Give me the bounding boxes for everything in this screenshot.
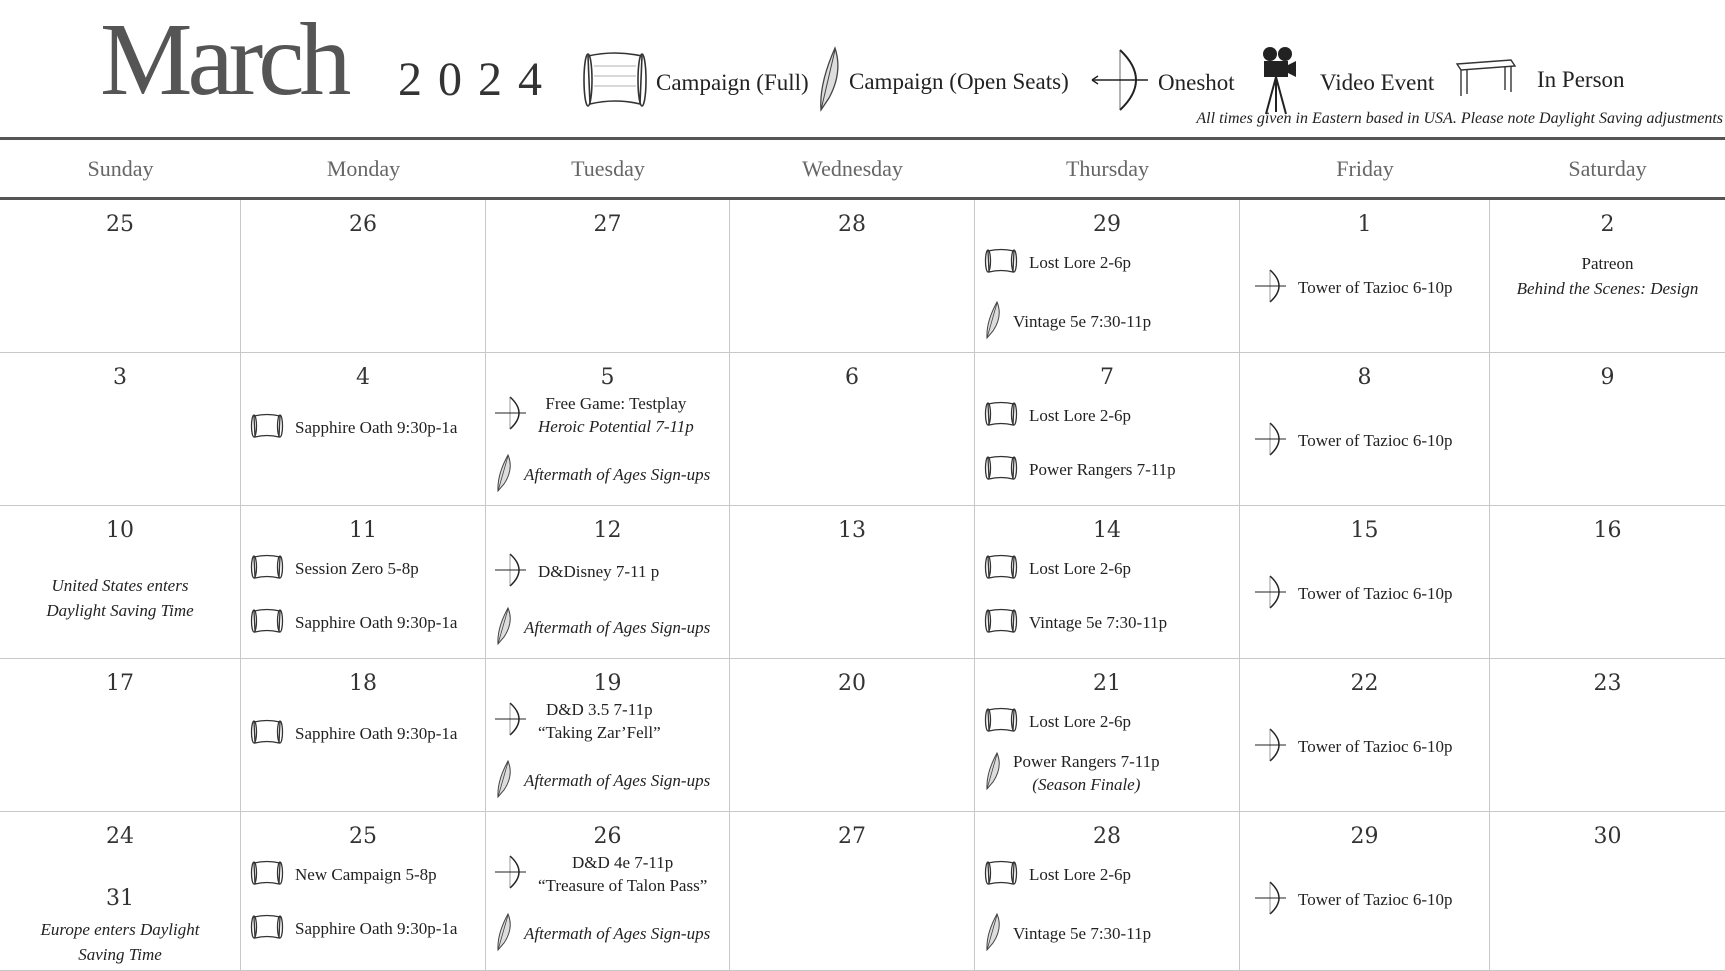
feather-icon bbox=[494, 453, 514, 498]
day-cell[interactable] bbox=[975, 812, 1240, 971]
legend-label: Oneshot bbox=[1158, 70, 1235, 95]
legend-campaign-full bbox=[580, 46, 809, 120]
event-text bbox=[1298, 277, 1453, 300]
day-number: 23 bbox=[1593, 671, 1622, 696]
calendar-event[interactable] bbox=[983, 606, 1235, 641]
day-number: 28 bbox=[838, 212, 866, 237]
scroll-icon bbox=[983, 606, 1019, 641]
day-cell[interactable] bbox=[975, 506, 1240, 659]
day-number: 7 bbox=[1100, 365, 1114, 390]
scroll-icon bbox=[983, 453, 1019, 488]
event-line: Lost Lore 2-6p bbox=[1029, 712, 1131, 732]
day-cell[interactable] bbox=[975, 353, 1240, 506]
legend-label: In Person bbox=[1537, 67, 1625, 92]
day-number: 27 bbox=[838, 824, 866, 849]
calendar-event[interactable] bbox=[983, 751, 1235, 797]
event-text bbox=[1029, 252, 1131, 275]
calendar-event[interactable] bbox=[249, 858, 481, 893]
event-text bbox=[295, 612, 457, 635]
day-number: 10 bbox=[106, 518, 134, 543]
event-text bbox=[1298, 736, 1453, 759]
day-cell[interactable] bbox=[0, 353, 241, 506]
day-note bbox=[0, 918, 240, 967]
calendar-event[interactable] bbox=[494, 699, 725, 745]
day-number: 25 bbox=[106, 212, 134, 237]
calendar-event[interactable] bbox=[249, 717, 481, 752]
calendar-event[interactable] bbox=[249, 552, 481, 587]
event-text bbox=[538, 699, 661, 745]
weekday-monday: Monday bbox=[326, 156, 401, 181]
event-text bbox=[295, 417, 457, 440]
calendar-event[interactable] bbox=[494, 453, 725, 498]
day-number: 13 bbox=[838, 518, 866, 543]
day-number: 2 bbox=[1600, 212, 1615, 237]
day-cell[interactable] bbox=[486, 659, 730, 812]
month-title: March bbox=[100, 2, 347, 117]
event-text bbox=[1029, 405, 1131, 428]
day-cell[interactable] bbox=[1240, 659, 1490, 812]
day-cell[interactable] bbox=[241, 200, 486, 353]
day-cell[interactable] bbox=[241, 506, 486, 659]
day-cell[interactable] bbox=[1240, 353, 1490, 506]
day-number: 27 bbox=[593, 212, 622, 237]
calendar-event[interactable] bbox=[1254, 268, 1485, 309]
feather-icon bbox=[815, 44, 843, 120]
day-cell[interactable] bbox=[486, 506, 730, 659]
day-cell[interactable] bbox=[241, 812, 486, 971]
day-number: 3 bbox=[113, 365, 127, 390]
day-number: 29 bbox=[1350, 824, 1379, 849]
event-text bbox=[538, 393, 694, 439]
day-number: 26 bbox=[349, 212, 377, 237]
calendar-event[interactable] bbox=[494, 393, 725, 439]
event-text bbox=[1013, 311, 1151, 334]
weekday-thursday: Thursday bbox=[1065, 156, 1150, 181]
calendar-event[interactable] bbox=[249, 912, 481, 947]
day-number: 11 bbox=[349, 518, 377, 543]
scroll-icon bbox=[249, 552, 285, 587]
bow-icon bbox=[1254, 727, 1288, 768]
event-line: Aftermath of Ages Sign-ups bbox=[524, 924, 711, 944]
event-line: Session Zero 5-8p bbox=[295, 559, 419, 579]
event-text bbox=[1013, 923, 1151, 946]
legend-campaign-open bbox=[815, 44, 1069, 120]
feather-icon bbox=[494, 912, 514, 957]
scroll-icon bbox=[249, 858, 285, 893]
day-cell[interactable] bbox=[1490, 812, 1725, 971]
event-text bbox=[1029, 612, 1167, 635]
calendar-event[interactable] bbox=[983, 300, 1235, 345]
calendar-event[interactable] bbox=[1254, 880, 1485, 921]
day-number: 12 bbox=[593, 518, 622, 543]
event-line: Tower of Tazioc 6-10p bbox=[1298, 584, 1453, 604]
timezone-note: All times given in Eastern based in USA. Please note Daylight Saving adjustments bbox=[1196, 110, 1723, 127]
event-line: Tower of Tazioc 6-10p bbox=[1298, 431, 1453, 451]
event-text bbox=[538, 561, 659, 584]
day-note bbox=[1490, 252, 1725, 301]
day-number: 29 bbox=[1093, 212, 1121, 237]
event-text bbox=[295, 723, 457, 746]
calendar-event[interactable] bbox=[1254, 421, 1485, 462]
scroll-icon bbox=[249, 912, 285, 947]
scroll-icon bbox=[983, 552, 1019, 587]
calendar-event[interactable] bbox=[983, 552, 1235, 587]
day-number: 22 bbox=[1350, 671, 1379, 696]
weekday-tuesday: Tuesday bbox=[571, 156, 645, 181]
legend-label: Video Event bbox=[1320, 70, 1435, 95]
event-text bbox=[1029, 459, 1176, 482]
day-cell[interactable] bbox=[1490, 353, 1725, 506]
event-text bbox=[524, 617, 710, 640]
event-line: Vintage 5e 7:30-11p bbox=[1029, 613, 1168, 633]
event-line: (Season Finale) bbox=[1032, 774, 1141, 794]
calendar-event[interactable] bbox=[249, 606, 481, 641]
scroll-icon bbox=[249, 411, 285, 446]
event-line: Sapphire Oath 9:30p-1a bbox=[295, 919, 458, 939]
calendar-event[interactable] bbox=[249, 411, 481, 446]
calendar-event[interactable] bbox=[494, 912, 725, 957]
day-cell[interactable] bbox=[486, 200, 730, 353]
bow-icon bbox=[1254, 880, 1288, 921]
legend-oneshot bbox=[1090, 46, 1235, 120]
day-cell[interactable] bbox=[730, 353, 975, 506]
event-line: Lost Lore 2-6p bbox=[1029, 559, 1131, 579]
event-text bbox=[524, 464, 710, 487]
day-cell[interactable] bbox=[1240, 812, 1490, 971]
day-cell[interactable] bbox=[1240, 506, 1490, 659]
scroll-icon bbox=[983, 246, 1019, 281]
calendar-event[interactable] bbox=[494, 606, 725, 651]
note-line: Europe enters Daylight bbox=[40, 920, 200, 939]
note-line: Daylight Saving Time bbox=[46, 600, 194, 620]
day-number: 16 bbox=[1593, 518, 1622, 543]
feather-icon bbox=[983, 300, 1003, 345]
day-number: 26 bbox=[593, 824, 622, 849]
event-line: Aftermath of Ages Sign-ups bbox=[524, 465, 711, 485]
day-number: 17 bbox=[106, 671, 134, 696]
event-line: Power Rangers 7-11p bbox=[1013, 752, 1160, 771]
day-number: 18 bbox=[349, 671, 377, 696]
day-cell[interactable] bbox=[0, 200, 241, 353]
calendar-event[interactable] bbox=[983, 246, 1235, 281]
calendar-event[interactable] bbox=[983, 858, 1235, 893]
calendar-grid bbox=[0, 200, 1725, 971]
weekday-saturday: Saturday bbox=[1568, 156, 1647, 181]
feather-icon bbox=[983, 751, 1003, 796]
bow-icon bbox=[1254, 268, 1288, 309]
scroll-icon bbox=[983, 399, 1019, 434]
day-number: 6 bbox=[845, 365, 859, 390]
scroll-icon bbox=[983, 858, 1019, 893]
day-cell[interactable] bbox=[486, 353, 730, 506]
event-line: Power Rangers 7-11p bbox=[1029, 460, 1176, 480]
bow-icon bbox=[1090, 46, 1152, 120]
day-note bbox=[0, 574, 240, 623]
event-line: Lost Lore 2-6p bbox=[1029, 406, 1131, 426]
day-cell[interactable] bbox=[730, 506, 975, 659]
event-line: “Taking Zar’Fell” bbox=[538, 722, 661, 742]
day-number: 24 bbox=[106, 824, 134, 849]
year-title: 2024 bbox=[398, 53, 558, 106]
calendar-event[interactable] bbox=[1254, 574, 1485, 615]
day-cell[interactable] bbox=[241, 659, 486, 812]
event-line: New Campaign 5-8p bbox=[295, 865, 437, 885]
event-text bbox=[1029, 558, 1131, 581]
event-text bbox=[295, 918, 457, 941]
day-cell[interactable] bbox=[730, 200, 975, 353]
day-cell[interactable] bbox=[0, 659, 241, 812]
event-line: D&D 3.5 7-11p bbox=[546, 700, 653, 719]
calendar-event[interactable] bbox=[983, 453, 1235, 488]
weekday-friday: Friday bbox=[1336, 156, 1394, 181]
bow-icon bbox=[1254, 574, 1288, 615]
day-cell[interactable] bbox=[1490, 659, 1725, 812]
day-cell[interactable] bbox=[730, 659, 975, 812]
day-cell[interactable] bbox=[0, 506, 241, 659]
weekday-sunday: Sunday bbox=[87, 156, 154, 181]
day-number: 20 bbox=[838, 671, 866, 696]
event-line: Sapphire Oath 9:30p-1a bbox=[295, 613, 458, 633]
day-cell[interactable] bbox=[1240, 200, 1490, 353]
legend-in-person bbox=[1455, 56, 1625, 104]
event-text bbox=[524, 770, 710, 793]
day-cell[interactable] bbox=[1490, 200, 1725, 353]
event-line: Tower of Tazioc 6-10p bbox=[1298, 890, 1453, 910]
calendar-event[interactable] bbox=[1254, 727, 1485, 768]
event-text bbox=[1013, 751, 1160, 797]
scroll-icon bbox=[580, 46, 650, 120]
event-text bbox=[1029, 864, 1131, 887]
event-text bbox=[1298, 583, 1453, 606]
event-line: D&D 4e 7-11p bbox=[571, 853, 674, 872]
feather-icon bbox=[494, 606, 514, 651]
event-line: Sapphire Oath 9:30p-1a bbox=[295, 724, 458, 744]
calendar-event[interactable] bbox=[983, 399, 1235, 434]
legend-label: Campaign (Open Seats) bbox=[849, 69, 1069, 94]
event-line: Heroic Potential 7-11p bbox=[538, 416, 694, 436]
event-line: Sapphire Oath 9:30p-1a bbox=[295, 418, 458, 438]
event-line: Free Game: Testplay bbox=[545, 394, 687, 413]
event-text bbox=[1029, 711, 1131, 734]
day-number: 4 bbox=[356, 365, 370, 390]
day-cell[interactable] bbox=[975, 200, 1240, 353]
bow-icon bbox=[494, 854, 528, 895]
event-line: Lost Lore 2-6p bbox=[1029, 865, 1131, 885]
day-number: 21 bbox=[1093, 671, 1121, 696]
calendar-event[interactable] bbox=[983, 705, 1235, 740]
scroll-icon bbox=[983, 705, 1019, 740]
calendar-header bbox=[0, 0, 1725, 138]
event-line: Tower of Tazioc 6-10p bbox=[1298, 278, 1453, 298]
event-line: Lost Lore 2-6p bbox=[1029, 253, 1131, 273]
bow-icon bbox=[1254, 421, 1288, 462]
day-number: 30 bbox=[1593, 824, 1622, 849]
bow-icon bbox=[494, 552, 528, 593]
event-line: Vintage 5e 7:30-11p bbox=[1013, 312, 1152, 332]
note-line: Behind the Scenes: Design bbox=[1516, 278, 1699, 298]
day-number: 14 bbox=[1093, 518, 1121, 543]
day-number: 8 bbox=[1357, 365, 1372, 390]
event-line: “Treasure of Talon Pass” bbox=[538, 875, 708, 895]
bow-icon bbox=[494, 395, 528, 436]
day-cell[interactable] bbox=[1490, 506, 1725, 659]
day-cell[interactable] bbox=[730, 812, 975, 971]
day-number: 9 bbox=[1600, 365, 1615, 390]
calendar-event[interactable] bbox=[494, 759, 725, 804]
day-number: 28 bbox=[1093, 824, 1121, 849]
bow-icon bbox=[494, 701, 528, 742]
event-line: Aftermath of Ages Sign-ups bbox=[524, 618, 711, 638]
day-number: 5 bbox=[600, 365, 615, 390]
calendar-event[interactable] bbox=[983, 912, 1235, 957]
calendar-event[interactable] bbox=[494, 552, 725, 593]
event-text bbox=[1298, 889, 1453, 912]
day-number: 25 bbox=[349, 824, 377, 849]
event-text bbox=[524, 923, 710, 946]
event-line: Tower of Tazioc 6-10p bbox=[1298, 737, 1453, 757]
day-number: 19 bbox=[593, 671, 622, 696]
feather-icon bbox=[983, 912, 1003, 957]
legend-label: Campaign (Full) bbox=[656, 70, 809, 95]
note-line: Patreon bbox=[1581, 254, 1634, 273]
event-text bbox=[295, 558, 419, 581]
table-icon bbox=[1455, 56, 1517, 104]
day-number: 31 bbox=[106, 886, 134, 911]
note-line: United States enters bbox=[51, 576, 189, 595]
calendar-event[interactable] bbox=[494, 852, 725, 898]
event-text bbox=[538, 852, 707, 898]
day-number: 15 bbox=[1350, 518, 1379, 543]
event-text bbox=[1298, 430, 1453, 453]
scroll-icon bbox=[249, 606, 285, 641]
event-line: Vintage 5e 7:30-11p bbox=[1013, 924, 1152, 944]
day-cell[interactable] bbox=[486, 812, 730, 971]
event-line: D&Disney 7-11 p bbox=[538, 562, 660, 582]
weekday-wednesday: Wednesday bbox=[802, 156, 903, 181]
day-cell[interactable] bbox=[241, 353, 486, 506]
weekday-header-row bbox=[0, 140, 1725, 197]
day-number: 1 bbox=[1357, 212, 1372, 237]
day-cell[interactable] bbox=[0, 812, 241, 971]
scroll-icon bbox=[249, 717, 285, 752]
day-cell[interactable] bbox=[975, 659, 1240, 812]
event-line: Aftermath of Ages Sign-ups bbox=[524, 771, 711, 791]
note-line: Saving Time bbox=[78, 944, 162, 964]
feather-icon bbox=[494, 759, 514, 804]
event-text bbox=[295, 864, 437, 887]
